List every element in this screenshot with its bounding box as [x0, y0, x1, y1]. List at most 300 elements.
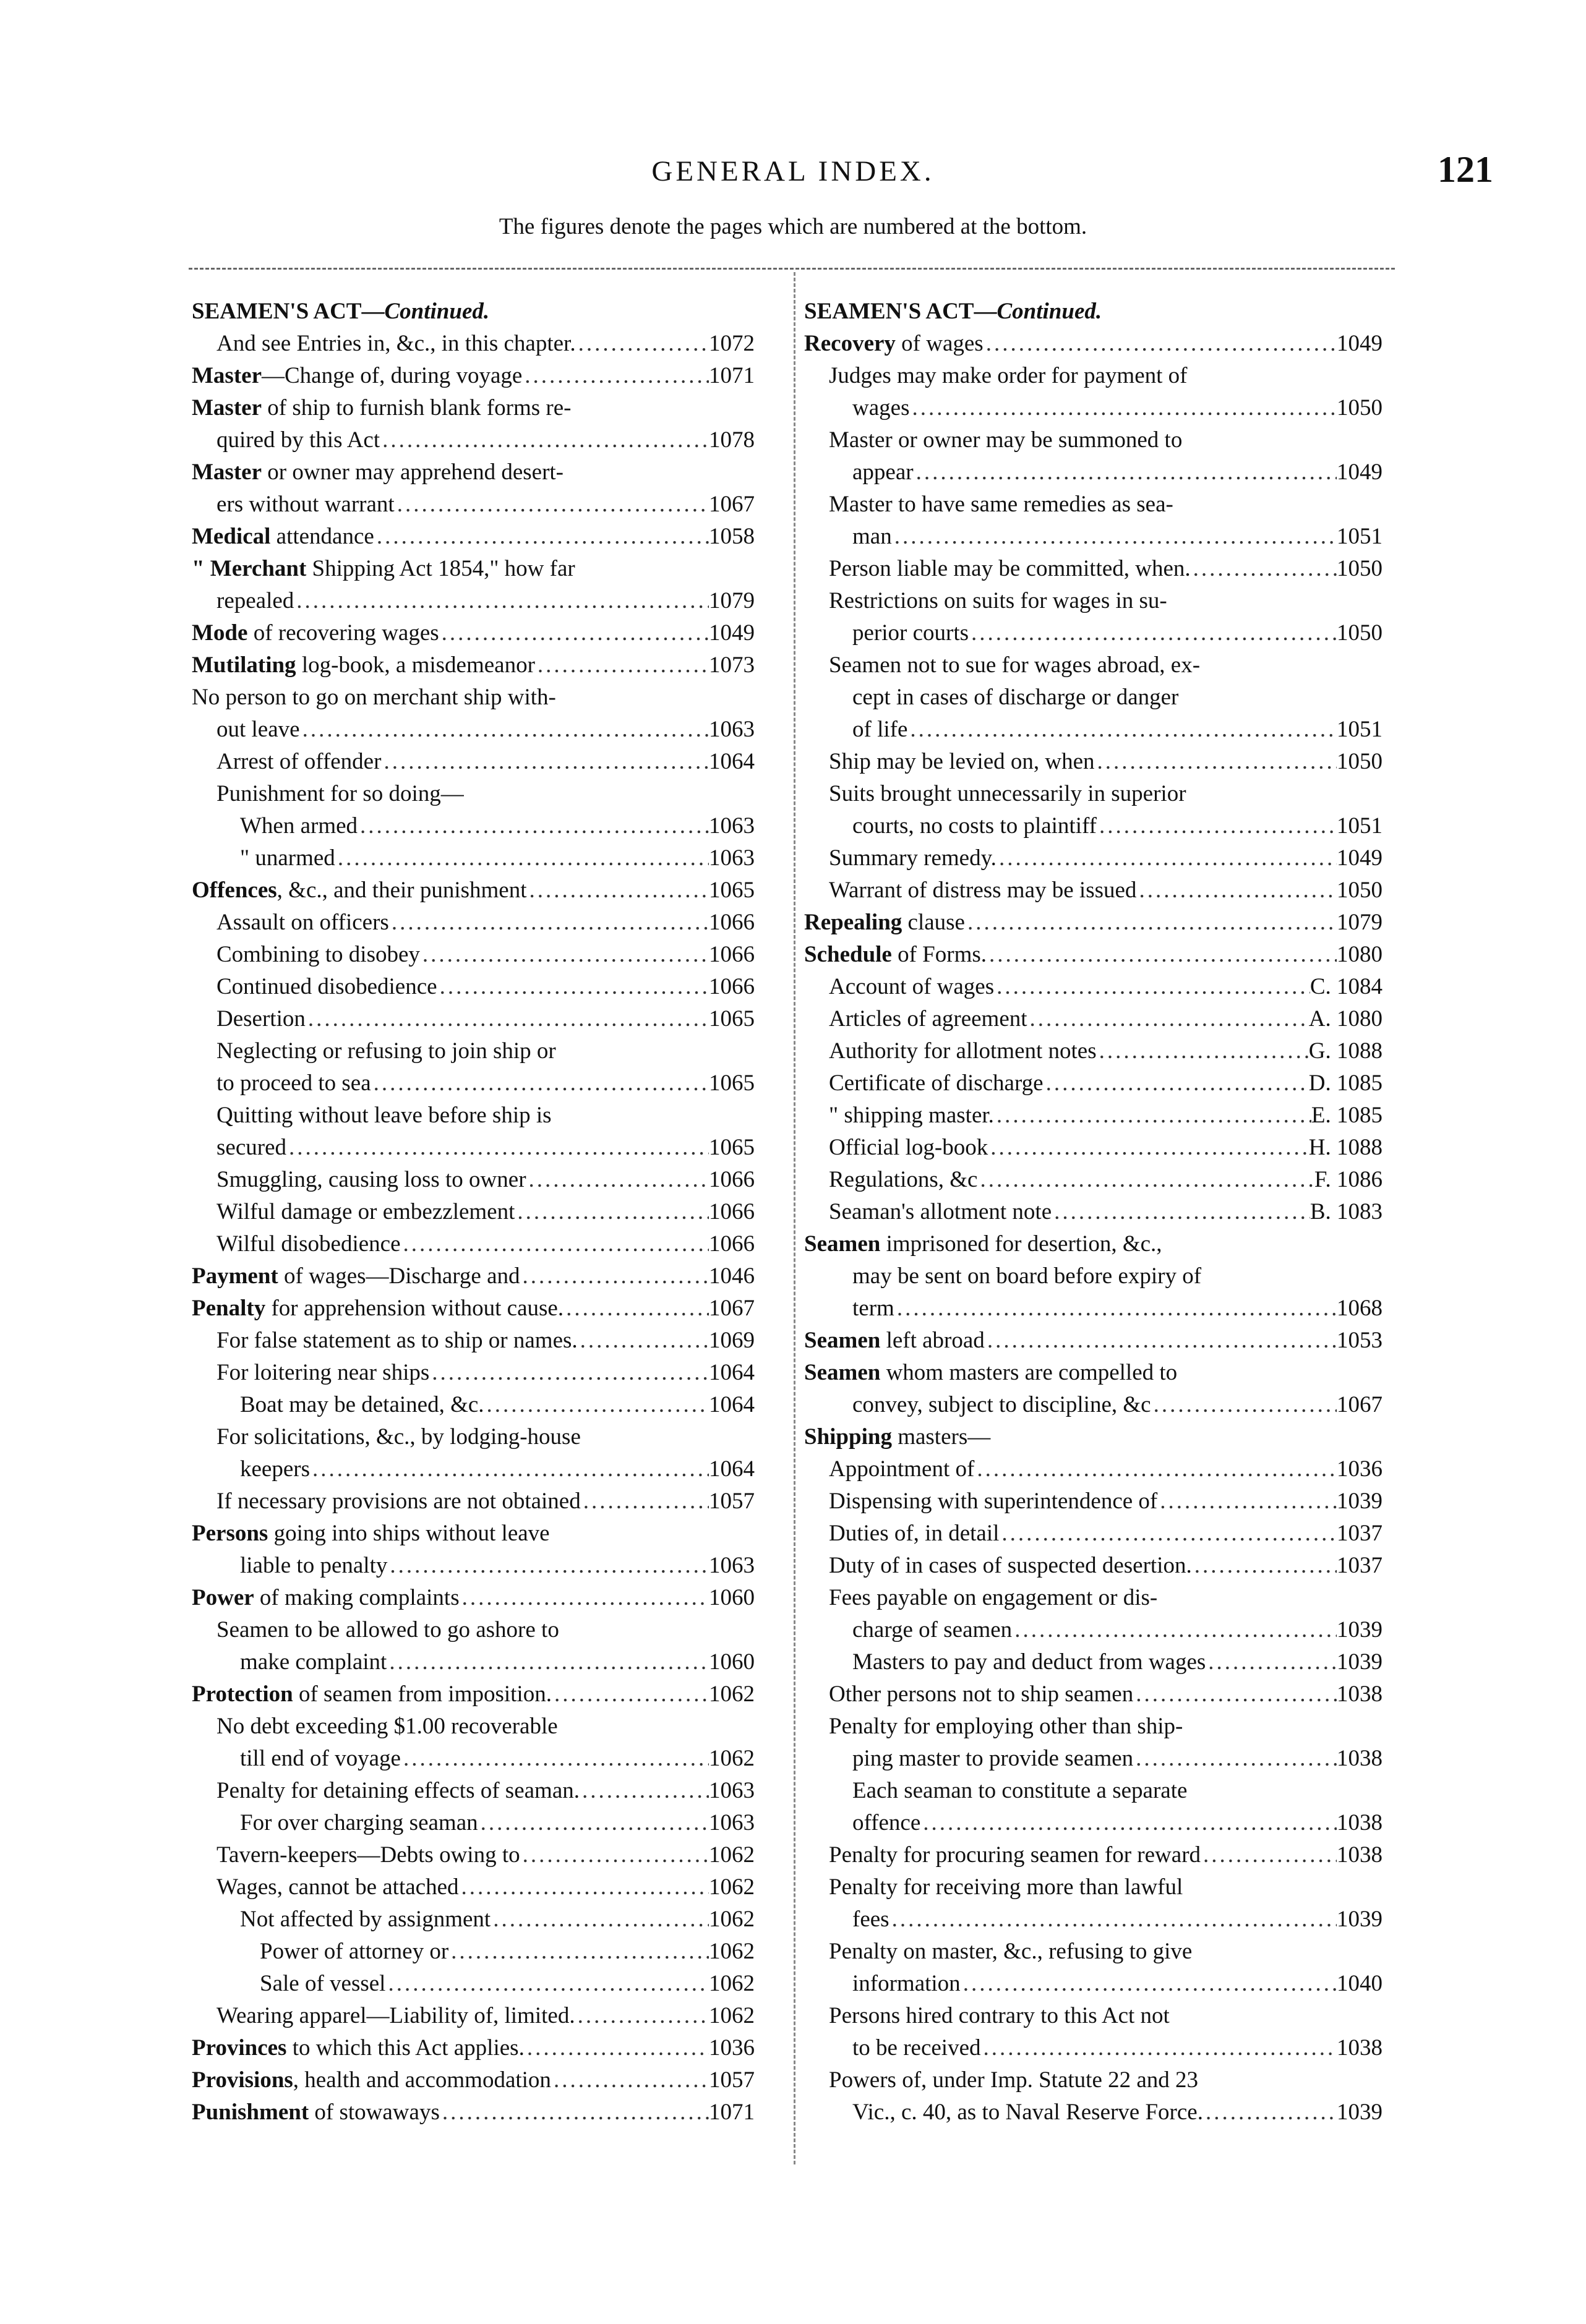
index-entry	[804, 681, 1382, 714]
entry-keyword: Mutilating	[192, 652, 296, 678]
entry-body: offence	[852, 1810, 921, 1835]
entry-text	[829, 492, 1173, 517]
entry-body: till end of voyage	[240, 1746, 401, 1771]
entry-body: appear	[852, 459, 914, 485]
index-entry	[804, 939, 1382, 971]
index-entry	[192, 1485, 755, 1518]
entry-body: Masters to pay and deduct from wages	[852, 1649, 1206, 1675]
index-entry	[192, 1325, 755, 1357]
entry-text	[216, 939, 420, 971]
entry-body: Account of wages	[829, 974, 995, 999]
entry-text	[192, 459, 564, 485]
dot-leader	[294, 585, 709, 617]
dot-leader	[310, 1453, 709, 1485]
index-entry	[192, 1968, 755, 2000]
entry-keyword: Master	[192, 459, 262, 485]
entry-page-number: 1058	[709, 524, 755, 549]
entry-page-number: 1066	[709, 974, 755, 999]
index-entry	[192, 1775, 755, 1807]
entry-text	[216, 1357, 429, 1389]
entry-text	[829, 1518, 999, 1550]
entry-text	[829, 842, 997, 874]
entry-page-number: 1062	[709, 1907, 755, 1932]
index-entry	[804, 1003, 1382, 1035]
entry-body: " unarmed	[240, 845, 335, 871]
page-number: 121	[1438, 149, 1493, 190]
dot-leader	[1097, 1035, 1309, 1067]
entry-body: , &c., and their punishment	[276, 878, 527, 903]
index-entry	[804, 714, 1382, 746]
index-entry	[192, 874, 755, 907]
entry-text	[216, 1196, 515, 1228]
entry-body: to proceed to sea	[216, 1070, 371, 1096]
dot-leader	[981, 2032, 1337, 2064]
index-entry	[192, 617, 755, 649]
entry-body: of seamen from imposition.	[293, 1681, 552, 1707]
heading-continued: Continued.	[997, 299, 1102, 324]
index-entry	[192, 1614, 755, 1646]
entry-body: left abroad	[880, 1328, 985, 1353]
dot-leader	[1097, 810, 1337, 842]
entry-text	[216, 1617, 559, 1643]
index-entry	[804, 1968, 1382, 2000]
entry-page-number: 1036	[709, 2035, 755, 2061]
dot-leader	[575, 2000, 709, 2032]
entry-text	[240, 1550, 387, 1582]
entry-body: fees	[852, 1907, 889, 1932]
index-entry	[804, 1100, 1382, 1132]
entry-page-number: 1051	[1337, 813, 1382, 839]
index-entry	[804, 1775, 1382, 1807]
dot-leader	[999, 1518, 1337, 1550]
entry-text	[216, 1228, 401, 1260]
entry-text	[804, 1360, 1177, 1385]
entry-body: of wages	[895, 331, 984, 356]
index-entry	[192, 1003, 755, 1035]
entry-text	[192, 1521, 550, 1546]
entry-keyword: Master	[192, 363, 262, 388]
index-entry	[192, 2096, 755, 2129]
entry-text	[829, 427, 1182, 453]
entry-body: " shipping master.	[829, 1103, 994, 1128]
entry-page-number: 1062	[709, 1939, 755, 1964]
entry-body: Wilful damage or embezzlement	[216, 1199, 515, 1224]
index-entry	[192, 1678, 755, 1711]
entry-body: Combining to disobey	[216, 942, 420, 967]
entry-page-number: 1046	[709, 1263, 755, 1289]
index-entry	[192, 649, 755, 681]
entry-body: ping master to provide seamen	[852, 1746, 1134, 1771]
entry-text	[216, 1003, 306, 1035]
entry-page-number: 1068	[1337, 1296, 1382, 1321]
index-entry	[192, 1743, 755, 1775]
dot-leader	[552, 1678, 709, 1711]
entry-body: Boat may be detained, &c.	[240, 1392, 484, 1417]
index-entry	[192, 1260, 755, 1292]
entry-page-number: 1066	[709, 1167, 755, 1192]
entry-body: Assault on officers	[216, 910, 389, 935]
entry-page-number: 1060	[709, 1585, 755, 1610]
entry-body: Suits brought unnecessarily in superior	[829, 781, 1186, 806]
entry-body: of stowaways	[309, 2100, 440, 2125]
entry-body: Seamen not to sue for wages abroad, ex-	[829, 652, 1201, 678]
entry-keyword: Seamen	[804, 1360, 881, 1385]
index-entry	[804, 489, 1382, 521]
entry-text	[216, 328, 576, 360]
entry-page-number: 1062	[709, 1874, 755, 1900]
entry-text	[240, 1389, 484, 1421]
entry-body: , health and accommodation	[293, 2067, 551, 2093]
index-entry	[192, 1389, 755, 1421]
dot-leader	[520, 1260, 709, 1292]
entry-body: And see Entries in, &c., in this chapter.	[216, 331, 576, 356]
entry-body: make complaint	[240, 1649, 387, 1675]
entry-page-number: D. 1085	[1308, 1070, 1382, 1096]
index-entry	[804, 1711, 1382, 1743]
entry-text	[216, 1164, 526, 1196]
entry-body: Dispensing with superintendence of	[829, 1489, 1158, 1514]
heading-continued: Continued.	[384, 299, 490, 324]
entry-page-number: 1038	[1337, 1681, 1382, 1707]
index-entry	[804, 585, 1382, 617]
entry-text	[216, 907, 389, 939]
index-entry	[804, 360, 1382, 392]
entry-page-number: 1050	[1337, 556, 1382, 581]
entry-page-number: 1063	[709, 1553, 755, 1578]
dot-leader	[1095, 746, 1337, 778]
entry-page-number: 1079	[709, 588, 755, 613]
entry-text	[852, 685, 1178, 710]
index-entry	[804, 521, 1382, 553]
entry-keyword: Power	[192, 1585, 254, 1610]
index-entry	[192, 489, 755, 521]
index-entry	[192, 1807, 755, 1839]
entry-text	[216, 1775, 580, 1807]
entry-page-number: 1071	[709, 2100, 755, 2125]
dot-leader	[448, 1936, 709, 1968]
entry-text	[216, 1103, 552, 1128]
dot-leader	[358, 810, 709, 842]
entry-page-number: 1062	[709, 2003, 755, 2028]
entry-text	[829, 2067, 1198, 2093]
entry-text	[852, 810, 1097, 842]
entry-body: Continued disobedience	[216, 974, 437, 999]
entry-text	[804, 939, 987, 971]
entry-body: For false statement as to ship or names.	[216, 1328, 578, 1353]
entry-body: Each seaman to constitute a separate	[852, 1778, 1188, 1803]
entry-text	[852, 1389, 1151, 1421]
index-entry	[192, 1550, 755, 1582]
entry-body: Persons hired contrary to this Act not	[829, 2003, 1170, 2028]
entry-page-number: 1038	[1337, 2035, 1382, 2061]
dot-leader	[564, 1292, 709, 1325]
dot-leader	[429, 1357, 709, 1389]
entry-page-number: C. 1084	[1310, 974, 1382, 999]
index-entry	[192, 1292, 755, 1325]
entry-text	[829, 1003, 1027, 1035]
entry-page-number: 1062	[709, 1971, 755, 1996]
entry-page-number: 1064	[709, 1456, 755, 1482]
right-column	[804, 296, 1382, 2129]
entry-text	[829, 1939, 1192, 1964]
entry-page-number: 1057	[709, 2067, 755, 2093]
entry-text	[804, 1325, 985, 1357]
entry-body: Warrant of distress may be issued	[829, 878, 1137, 903]
entry-text	[829, 1035, 1097, 1067]
entry-text	[240, 1903, 491, 1936]
entry-page-number: 1060	[709, 1649, 755, 1675]
index-entry	[804, 1936, 1382, 1968]
index-entry	[804, 1228, 1382, 1260]
entry-page-number: 1050	[1337, 395, 1382, 421]
entry-body: No person to go on merchant ship with-	[192, 685, 556, 710]
entry-body: Seaman's allotment note	[829, 1199, 1052, 1224]
dot-leader	[914, 456, 1337, 489]
entry-text	[852, 2032, 981, 2064]
index-entry	[192, 1132, 755, 1164]
entry-page-number: H. 1088	[1308, 1135, 1382, 1160]
entry-page-number: 1071	[709, 363, 755, 388]
entry-page-number: 1062	[709, 1681, 755, 1707]
index-entry	[192, 907, 755, 939]
dot-leader	[389, 907, 709, 939]
entry-body: of making complaints	[254, 1585, 460, 1610]
entry-body: attendance	[270, 524, 374, 549]
entry-keyword: Schedule	[804, 942, 892, 967]
entry-page-number: 1067	[1337, 1392, 1382, 1417]
dot-leader	[478, 1807, 709, 1839]
entry-body: When armed	[240, 813, 358, 839]
entry-text	[216, 1067, 371, 1100]
entry-page-number: 1073	[709, 652, 755, 678]
entry-page-number: 1063	[709, 1810, 755, 1835]
index-entry	[804, 810, 1382, 842]
index-entry	[192, 1164, 755, 1196]
entry-text	[240, 810, 358, 842]
entry-keyword: Offences	[192, 878, 277, 903]
entry-body: information	[852, 1971, 961, 1996]
index-entry	[804, 1325, 1382, 1357]
entry-body: masters—	[891, 1424, 991, 1450]
entry-body: whom masters are compelled to	[880, 1360, 1178, 1385]
entry-body: or owner may apprehend desert-	[262, 459, 564, 485]
entry-body: Powers of, under Imp. Statute 22 and 23	[829, 2067, 1199, 2093]
entry-keyword: " Merchant	[192, 556, 307, 581]
index-entry	[804, 1871, 1382, 1903]
dot-leader	[994, 971, 1310, 1003]
dot-leader	[987, 939, 1337, 971]
dot-leader	[909, 392, 1337, 424]
entry-page-number: 1065	[709, 1006, 755, 1032]
entry-text	[829, 1067, 1044, 1100]
index-entry	[192, 1100, 755, 1132]
entry-text	[852, 1903, 889, 1936]
entry-body: wages	[852, 395, 910, 421]
entry-body: Neglecting or refusing to join ship or	[216, 1038, 556, 1064]
entry-body: Judges may make order for payment of	[829, 363, 1188, 388]
index-entry	[192, 456, 755, 489]
entry-text	[829, 1585, 1157, 1610]
dot-leader	[387, 1646, 709, 1678]
index-entry	[192, 585, 755, 617]
entry-page-number: 1079	[1337, 910, 1382, 935]
dot-leader	[335, 842, 709, 874]
index-entry	[192, 2064, 755, 2096]
dot-leader	[522, 360, 709, 392]
entry-page-number: 1049	[1337, 845, 1382, 871]
index-entry	[192, 1903, 755, 1936]
entry-text	[192, 1292, 564, 1325]
left-column	[192, 296, 755, 2129]
entry-text	[852, 714, 907, 746]
entry-body: Authority for allotment notes	[829, 1038, 1097, 1064]
index-entry	[192, 1453, 755, 1485]
entry-text	[852, 392, 909, 424]
entry-text	[829, 1839, 1201, 1871]
dot-leader	[439, 617, 709, 649]
entry-text	[216, 2000, 575, 2032]
entry-page-number: 1037	[1337, 1553, 1382, 1578]
entry-body: ers without warrant	[216, 492, 395, 517]
entry-body: liable to penalty	[240, 1553, 388, 1578]
index-entry	[192, 1839, 755, 1871]
entry-page-number: 1040	[1337, 1971, 1382, 1996]
entry-body: Duties of, in detail	[829, 1521, 1000, 1546]
index-entry	[192, 424, 755, 456]
entry-text	[192, 2032, 525, 2064]
entry-page-number: 1038	[1337, 1842, 1382, 1868]
dot-leader	[300, 714, 709, 746]
entry-text	[852, 1292, 894, 1325]
entry-keyword: Provinces	[192, 2035, 287, 2061]
entry-text	[829, 1132, 988, 1164]
dot-leader	[985, 1325, 1337, 1357]
index-entry	[804, 1582, 1382, 1614]
entry-page-number: 1051	[1337, 717, 1382, 742]
entry-body: Duty of in cases of suspected desertion.	[829, 1553, 1192, 1578]
entry-text	[852, 1778, 1187, 1803]
index-entry	[192, 1711, 755, 1743]
entry-page-number: 1063	[709, 1778, 755, 1803]
dot-leader	[969, 617, 1337, 649]
index-entry	[192, 810, 755, 842]
entry-text	[216, 1485, 581, 1518]
entry-body: repealed	[216, 588, 294, 613]
dot-leader	[580, 1775, 709, 1807]
page-subtitle: The figures denote the pages which are numbered at the bottom.	[499, 214, 1087, 239]
index-entry	[804, 1067, 1382, 1100]
entry-text	[216, 714, 300, 746]
heading-text: SEAMEN'S ACT—	[804, 299, 997, 324]
entry-body: Official log-book	[829, 1135, 988, 1160]
entry-page-number: 1064	[709, 1392, 755, 1417]
entry-text	[216, 1839, 520, 1871]
dot-leader	[306, 1003, 709, 1035]
entry-body: Person liable may be committed, when.	[829, 556, 1191, 581]
entry-page-number: F. 1086	[1314, 1167, 1382, 1192]
entry-page-number: 1066	[709, 1231, 755, 1257]
entry-body: courts, no costs to plaintiff	[852, 813, 1097, 839]
entry-body: Penalty on master, &c., refusing to give	[829, 1939, 1193, 1964]
dot-leader	[535, 649, 709, 681]
index-entry	[804, 1807, 1382, 1839]
entry-text	[192, 874, 527, 907]
top-rule	[189, 268, 1395, 270]
entry-page-number: 1066	[709, 942, 755, 967]
index-entry	[192, 1871, 755, 1903]
entry-body: Fees payable on engagement or dis-	[829, 1585, 1158, 1610]
entry-page-number: 1053	[1337, 1328, 1382, 1353]
entry-page-number: 1051	[1337, 524, 1382, 549]
index-entry	[804, 1839, 1382, 1871]
entry-text	[260, 1968, 385, 2000]
entry-body: Penalty for employing other than ship-	[829, 1714, 1183, 1739]
entry-text	[829, 1196, 1052, 1228]
index-entry	[192, 2000, 755, 2032]
entry-body: quired by this Act	[216, 427, 380, 453]
entry-body: —Change of, during voyage	[262, 363, 523, 388]
index-entry	[804, 392, 1382, 424]
dot-leader	[578, 1325, 709, 1357]
page-title: GENERAL INDEX.	[651, 155, 935, 187]
entry-text	[192, 395, 571, 421]
entry-text	[829, 1100, 994, 1132]
index-entry	[192, 714, 755, 746]
index-entry	[804, 1614, 1382, 1646]
entry-text	[240, 842, 335, 874]
entry-text	[192, 1678, 552, 1711]
dot-leader	[576, 328, 709, 360]
dot-leader	[997, 842, 1337, 874]
index-entry	[192, 2032, 755, 2064]
index-entry	[192, 1582, 755, 1614]
dot-leader	[965, 907, 1337, 939]
dot-leader	[371, 1067, 709, 1100]
entry-text	[216, 585, 294, 617]
entry-body: secured	[216, 1135, 286, 1160]
dot-leader	[380, 424, 709, 456]
index-entry	[804, 1389, 1382, 1421]
entry-page-number: 1078	[709, 427, 755, 453]
entry-text	[804, 328, 984, 360]
dot-leader	[994, 1100, 1311, 1132]
entry-page-number: 1039	[1337, 2100, 1382, 2125]
dot-leader	[1192, 1550, 1337, 1582]
entry-body: Arrest of offender	[216, 749, 382, 774]
index-entry	[804, 2032, 1382, 2064]
dot-leader	[1052, 1196, 1310, 1228]
entry-text	[192, 360, 522, 392]
dot-leader	[1203, 2096, 1337, 2129]
entry-text	[216, 1424, 581, 1450]
entry-body: going into ships without leave	[268, 1521, 550, 1546]
entry-page-number: 1039	[1337, 1489, 1382, 1514]
entry-page-number: 1065	[709, 878, 755, 903]
entry-keyword: Penalty	[192, 1296, 266, 1321]
index-entry	[192, 1936, 755, 1968]
dot-leader	[961, 1968, 1337, 2000]
entry-body: of ship to furnish blank forms re-	[262, 395, 572, 421]
entry-body: perior courts	[852, 620, 969, 646]
dot-leader	[581, 1485, 709, 1518]
entry-page-number: 1069	[709, 1328, 755, 1353]
index-entry	[192, 681, 755, 714]
entry-page-number: 1038	[1337, 1810, 1382, 1835]
entry-body: clause	[902, 910, 965, 935]
entry-text	[829, 2003, 1170, 2028]
entry-text	[829, 781, 1186, 806]
entry-text	[240, 1807, 478, 1839]
